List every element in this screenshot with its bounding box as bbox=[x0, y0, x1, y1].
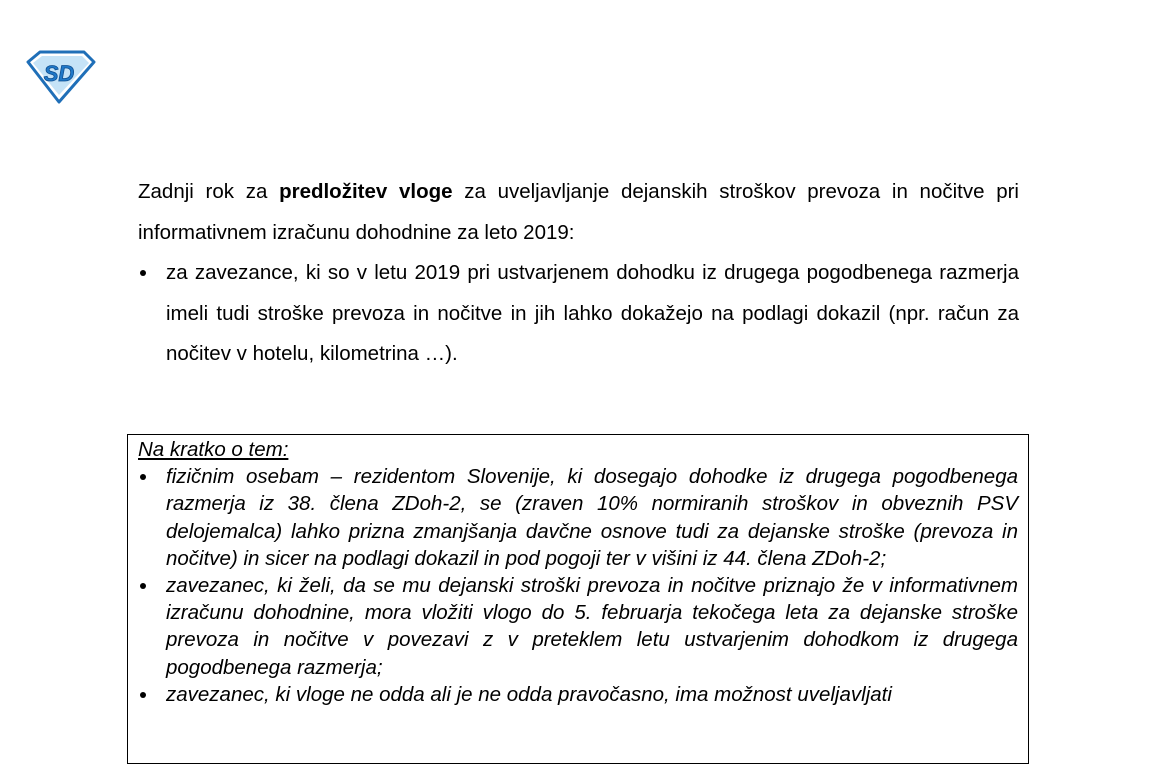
intro-bold-text: predložitev vloge bbox=[279, 180, 453, 203]
sd-diamond-logo-icon bbox=[22, 48, 96, 104]
summary-box bbox=[127, 434, 1029, 764]
list-item: za zavezance, ki so v letu 2019 pri ustvarjenem dohodku iz drugega pogodbenega razmerja imeli tudi stroške prevoza in nočitve in jih lahko dokažejo na podlagi dokazil (npr. račun za nočitev v hotelu, kilometrina …). bbox=[138, 253, 1019, 375]
box-title: Na kratko o tem: bbox=[138, 438, 289, 461]
list-item: zavezanec, ki želi, da se mu dejanski stroški prevoza in nočitve priznajo že v informativnem izračunu dohodnine, mora vložiti vlogo do 5. februarja tekočega leta za dejanske stroške prevoza in nočitve v povezavi z v preteklem letu ustvarjenim dohodkom iz drugega pogodbenega razmerja; bbox=[138, 572, 1018, 681]
intro-bullet-list bbox=[138, 253, 1019, 375]
list-item: fizičnim osebam – rezidentom Slovenije, ki dosegajo dohodke iz drugega pogodbenega razmerja iz 38. člena ZDoh-2, se (zraven 10% normiranih stroškov in obveznih PSV delojemalca) lahko prizna zmanjšanja davčne osnove tudi za dejanske stroške (prevoza in nočitve) in sicer na podlagi dokazil in pod pogoji ter v višini iz 44. člena ZDoh-2; bbox=[138, 463, 1018, 572]
list-item: zavezanec, ki vloge ne odda ali je ne odda pravočasno, ima možnost uveljavljati bbox=[138, 681, 1018, 708]
intro-paragraph bbox=[138, 172, 1019, 253]
company-logo bbox=[22, 48, 96, 104]
box-bullet-list bbox=[138, 463, 1018, 708]
intro-section bbox=[138, 172, 1019, 375]
intro-text-end: za uveljavljanje dejanskih stroškov prevoza in nočitve pri informativnem izračunu dohodnine za leto 2019: bbox=[138, 180, 1019, 244]
intro-text-start: Zadnji rok za bbox=[138, 180, 280, 203]
logo-text: SD bbox=[43, 61, 75, 86]
